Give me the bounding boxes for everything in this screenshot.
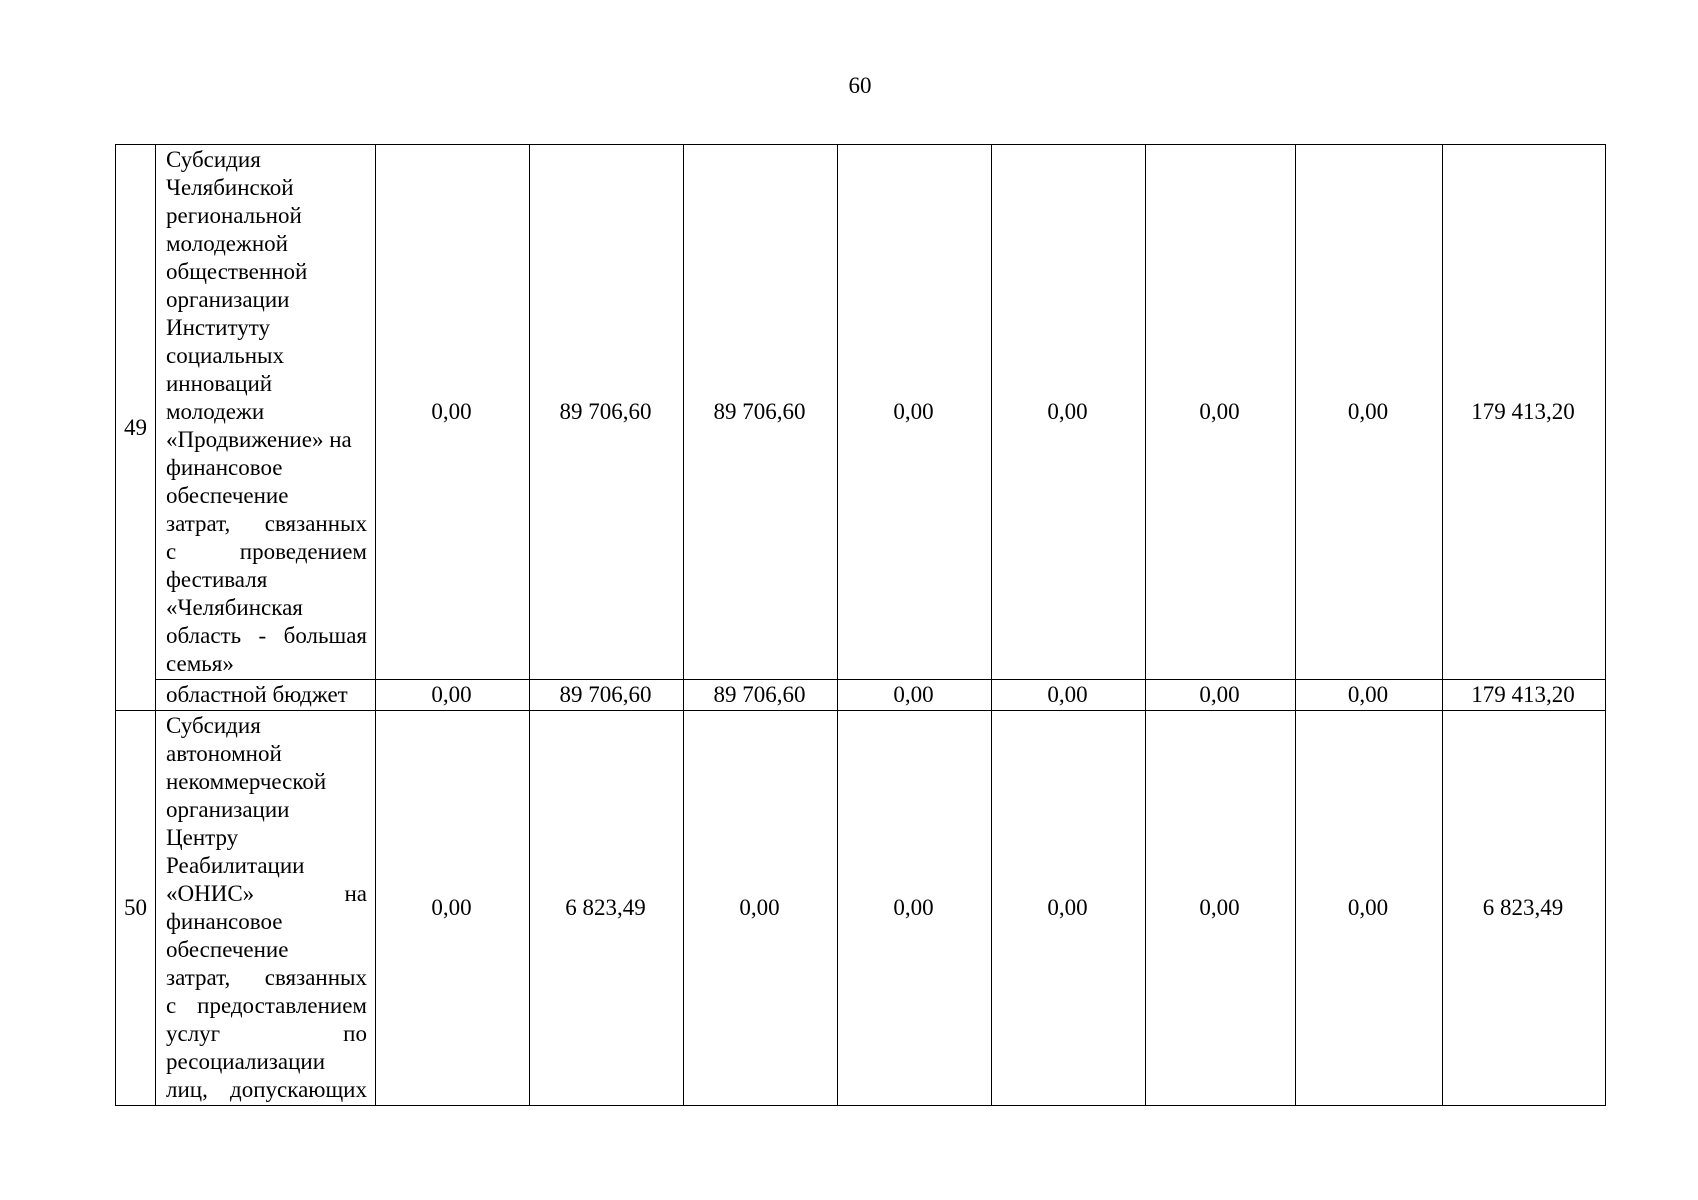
description-line: ресоциализации	[166, 1049, 326, 1074]
row-49-description	[156, 145, 376, 680]
row-49-source-value-7: 0,00	[1296, 680, 1443, 711]
description-line: молодежи	[166, 399, 265, 424]
row-50-value-5: 0,00	[992, 711, 1146, 1106]
description-line: затрат, связанных	[166, 511, 367, 536]
budget-table	[115, 144, 1606, 1106]
row-50-value-4: 0,00	[838, 711, 992, 1106]
description-line: организации	[166, 287, 290, 312]
description-line: Субсидия	[166, 713, 261, 738]
row-49-value-5: 0,00	[992, 145, 1146, 680]
row-49-value-4: 0,00	[838, 145, 992, 680]
description-line: Реабилитации	[166, 853, 305, 878]
row-49-value-3: 89 706,60	[684, 145, 838, 680]
page-number: 60	[848, 73, 872, 98]
description-line: Субсидия	[166, 147, 261, 172]
row-49-value-total: 179 413,20	[1443, 145, 1606, 680]
row-50-value-6: 0,00	[1146, 711, 1296, 1106]
description-line: Институту	[166, 315, 270, 340]
row-49-value-6: 0,00	[1146, 145, 1296, 680]
description-line: «Продвижение» на	[166, 427, 352, 452]
table-row-49	[116, 145, 1606, 680]
row-49-index: 49	[116, 145, 156, 711]
row-49-source-value-6: 0,00	[1146, 680, 1296, 711]
table-row-49-source	[116, 680, 1606, 711]
description-line: Центру	[166, 825, 239, 850]
description-line: региональной	[166, 203, 302, 228]
description-line: молодежной	[166, 231, 288, 256]
description-line: семья»	[166, 651, 234, 676]
description-line: Челябинской	[166, 175, 294, 200]
description-line: с предоставлением	[166, 993, 367, 1018]
row-49-source-label: областной бюджет	[156, 680, 376, 711]
table-row-50	[116, 711, 1606, 1106]
row-49-value-1: 0,00	[376, 145, 530, 680]
row-49-source-value-total: 179 413,20	[1443, 680, 1606, 711]
description-line: некоммерческой	[166, 769, 327, 794]
row-49-source-value-4: 0,00	[838, 680, 992, 711]
description-line: с проведением	[166, 539, 367, 564]
description-line: услуг по	[166, 1021, 367, 1046]
description-line: затрат, связанных	[166, 965, 367, 990]
description-line: инноваций	[166, 371, 273, 396]
row-50-index: 50	[116, 711, 156, 1106]
description-line: область - большая	[166, 623, 367, 648]
row-49-value-7: 0,00	[1296, 145, 1443, 680]
description-line: «Челябинская	[166, 595, 303, 620]
row-49-source-value-1: 0,00	[376, 680, 530, 711]
row-49-source-value-5: 0,00	[992, 680, 1146, 711]
description-line: обеспечение	[166, 937, 289, 962]
row-50-description	[156, 711, 376, 1106]
description-line: обеспечение	[166, 483, 289, 508]
description-line: финансовое	[166, 909, 283, 934]
row-49-source-value-3: 89 706,60	[684, 680, 838, 711]
description-line: лиц, допускающих	[166, 1077, 367, 1102]
description-line: организации	[166, 797, 290, 822]
description-line: социальных	[166, 343, 284, 368]
row-50-value-7: 0,00	[1296, 711, 1443, 1106]
description-line: автономной	[166, 741, 282, 766]
description-line: общественной	[166, 259, 308, 284]
description-line: фестиваля	[166, 567, 268, 592]
row-50-value-3: 0,00	[684, 711, 838, 1106]
row-49-source-value-2: 89 706,60	[530, 680, 684, 711]
row-50-value-1: 0,00	[376, 711, 530, 1106]
description-line: финансовое	[166, 455, 283, 480]
row-50-value-total: 6 823,49	[1443, 711, 1606, 1106]
description-line: «ОНИС» на	[166, 881, 367, 906]
row-50-value-2: 6 823,49	[530, 711, 684, 1106]
row-49-value-2: 89 706,60	[530, 145, 684, 680]
